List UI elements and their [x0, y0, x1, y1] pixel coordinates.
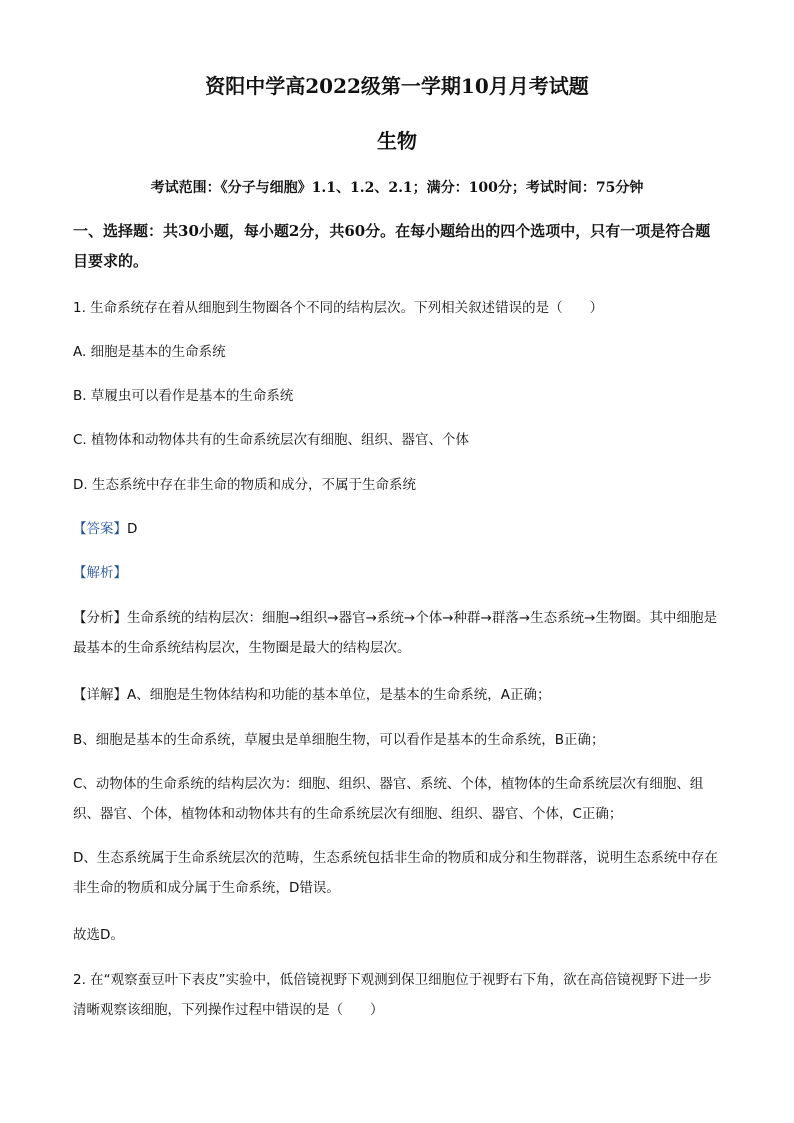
fenxi-paragraph: [73, 603, 723, 663]
fenxi-text: 生命系统的结构层次：细胞→组织→器官→系统→个体→种群→群落→生态系统→生物圈。其中细胞是最基本的生命系统结构层次，生物圈是最大的结构层次。: [73, 610, 717, 656]
question-1-option-b: B. 草履虫可以看作是基本的生命系统: [73, 388, 294, 404]
xiangjie-c-paragraph: C、动物体的生命系统的结构层次为：细胞、组织、器官、系统、个体，植物体的生命系统层次有细胞、组织、器官、个体，植物体和动物体共有的生命系统层次有细胞、组织、器官、个体，C正确；: [73, 776, 704, 822]
answer-line: [73, 520, 723, 538]
question-1-option-d: D. 生态系统中存在非生命的物质和成分，不属于生命系统: [73, 477, 416, 493]
xiangjie-b-line: B、细胞是基本的生命系统，草履虫是单细胞生物，可以看作是基本的生命系统，B正确；: [73, 732, 605, 748]
question-1-stem: 1. 生命系统存在着从细胞到生物圈各个不同的结构层次。下列相关叙述错误的是（ ）: [73, 300, 604, 316]
analysis-line: [73, 564, 723, 582]
section-heading: 一、选择题：共30小题，每小题2分，共60分。在每小题给出的四个选项中，只有一项是符合题目要求的。: [73, 222, 711, 270]
xiangjie-tag: 【详解】: [73, 687, 127, 703]
fenxi-tag: 【分析】: [73, 610, 127, 626]
analysis-tag: 【解析】: [73, 565, 127, 581]
answer-value: D: [127, 521, 138, 537]
answer-tag: 【答案】: [73, 521, 127, 537]
question-1-option-a: A. 细胞是基本的生命系统: [73, 344, 226, 360]
conclusion-line: 故选D。: [73, 927, 124, 943]
xiangjie-a-text: A、细胞是生物体结构和功能的基本单位，是基本的生命系统，A正确；: [127, 687, 551, 703]
subject-title: 生物: [377, 129, 417, 153]
question-1-option-c: C. 植物体和动物体共有的生命系统层次有细胞、组织、器官、个体: [73, 432, 470, 448]
exam-info: 考试范围：《分子与细胞》1.1、1.2、2.1；满分：100分；考试时间：75分钟: [150, 180, 644, 196]
page-title: 资阳中学高2022级第一学期10月月考试题: [205, 74, 589, 98]
xiangjie-d-paragraph: D、生态系统属于生命系统层次的范畴，生态系统包括非生命的物质和成分和生物群落，说明生态系统中存在非生命的物质和成分属于生命系统，D错误。: [73, 850, 718, 896]
question-2-stem: 2. 在“观察蚕豆叶下表皮”实验中，低倍镜视野下观测到保卫细胞位于视野右下角，欲在高倍镜视野下进一步清晰观察该细胞，下列操作过程中错误的是（ ）: [73, 972, 712, 1018]
xiangjie-a-line: [73, 686, 723, 704]
